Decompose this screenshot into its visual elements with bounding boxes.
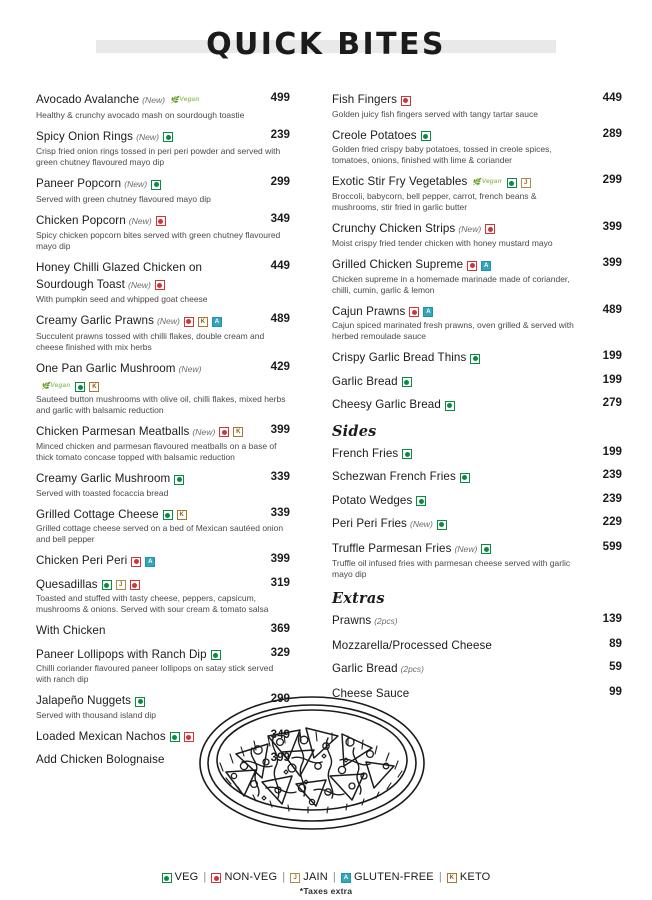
quantity-tag: (2pcs) bbox=[374, 616, 398, 626]
diet-badges bbox=[402, 448, 412, 458]
new-tag: (New) bbox=[454, 543, 478, 554]
menu-item-price: 399 bbox=[270, 552, 290, 565]
menu-item-title-wrap bbox=[36, 621, 254, 639]
legend-label: KETO bbox=[459, 871, 491, 883]
menu-item-description: Broccoli, babycorn, bell pepper, carrot, french beans & mushrooms, stir fried in garlic butter bbox=[332, 190, 537, 212]
menu-item-head bbox=[36, 422, 290, 441]
veg-icon bbox=[163, 510, 173, 520]
menu-item-name: Grilled Chicken Supreme bbox=[332, 258, 464, 271]
menu-item-description: Grilled cottage cheese served on a bed of Mexican sautéed onion and bell pepper bbox=[36, 523, 284, 544]
menu-item-price: 489 bbox=[270, 312, 290, 325]
menu-item-name: Chicken Parmesan Meatballs bbox=[36, 424, 190, 438]
menu-item-title-wrap bbox=[36, 551, 254, 569]
menu-item[interactable] bbox=[36, 422, 290, 464]
menu-item-title-wrap bbox=[36, 311, 254, 330]
menu-item-name: Cheesy Garlic Bread bbox=[332, 398, 441, 411]
menu-item-head bbox=[332, 90, 622, 108]
menu-item-description: Chilli coriander flavoured paneer lollipops on satay stick served with ranch dip bbox=[36, 663, 274, 684]
menu-item-name: Crispy Garlic Bread Thins bbox=[332, 351, 467, 364]
keto-icon: K bbox=[177, 510, 187, 520]
veg-icon bbox=[75, 382, 85, 392]
non-veg-icon bbox=[184, 317, 194, 327]
menu-item-head bbox=[36, 469, 290, 487]
menu-item-head bbox=[36, 505, 290, 523]
menu-item-name: Spicy Onion Rings bbox=[36, 129, 134, 143]
menu-item-title-wrap bbox=[36, 127, 254, 146]
menu-item[interactable] bbox=[332, 539, 622, 581]
non-veg-icon bbox=[219, 427, 229, 437]
menu-item-head bbox=[332, 172, 622, 190]
new-tag: (New) bbox=[124, 179, 148, 189]
new-tag: (New) bbox=[136, 131, 159, 142]
menu-item-description: Chicken supreme in a homemade marinade made of coriander, chilli, cumin, garlic & lemon bbox=[332, 273, 570, 295]
menu-item[interactable] bbox=[36, 90, 290, 121]
new-tag: (New) bbox=[128, 215, 152, 226]
menu-item-name: Fish Fingers bbox=[332, 93, 397, 106]
menu-item-title-wrap bbox=[36, 211, 254, 230]
keto-icon: K bbox=[198, 317, 208, 327]
menu-item[interactable] bbox=[36, 174, 290, 205]
menu-item[interactable] bbox=[332, 302, 622, 343]
diet-badges bbox=[421, 130, 431, 140]
menu-item-title-wrap bbox=[332, 467, 586, 485]
page-title: QUICK BITES bbox=[206, 27, 446, 62]
veg-icon bbox=[481, 544, 491, 554]
menu-item-head bbox=[36, 211, 290, 230]
quantity-tag: (2pcs) bbox=[400, 664, 424, 674]
menu-item-price: 279 bbox=[602, 396, 622, 409]
menu-item-price: 489 bbox=[602, 302, 622, 316]
menu-item-head bbox=[36, 551, 290, 569]
new-tag: (New) bbox=[142, 95, 166, 105]
non-veg-icon bbox=[184, 732, 194, 742]
menu-item[interactable] bbox=[332, 491, 622, 509]
gluten-free-icon: A bbox=[212, 317, 222, 327]
menu-item-price: 239 bbox=[602, 468, 622, 481]
non-veg-icon bbox=[485, 224, 495, 234]
menu-item-price: 299 bbox=[270, 175, 290, 188]
menu-item-price: 399 bbox=[270, 422, 290, 436]
menu-item-description: Crisp fried onion rings tossed in peri peri powder and served with green chutney flavoured mayo dip bbox=[36, 146, 281, 167]
menu-item-description: Succulent prawns tossed with chilli flakes, double cream and cheese finished with mix herbs bbox=[36, 330, 265, 352]
menu-item-price: 399 bbox=[602, 219, 622, 233]
keto-icon: K bbox=[447, 873, 457, 883]
veg-icon bbox=[135, 697, 145, 707]
menu-item-title-wrap bbox=[332, 372, 586, 390]
non-veg-icon bbox=[131, 557, 141, 567]
non-veg-icon bbox=[156, 216, 166, 226]
diet-badges bbox=[409, 306, 433, 316]
diet-badges bbox=[184, 316, 222, 326]
menu-item-title-wrap bbox=[332, 659, 586, 678]
menu-item-name: Peri Peri Fries bbox=[332, 517, 407, 530]
menu-item-name: Creole Potatoes bbox=[332, 128, 417, 142]
menu-item-description: Toasted and stuffed with tasty cheese, peppers, capsicum, mushrooms & onions. Served with sour cream & tomato salsa bbox=[36, 593, 269, 614]
veg-icon bbox=[174, 475, 184, 485]
menu-item-price: 199 bbox=[602, 444, 622, 458]
menu-item-head bbox=[36, 621, 290, 639]
menu-item-title-wrap bbox=[332, 395, 586, 413]
menu-item[interactable] bbox=[36, 311, 290, 353]
menu-item-price: 429 bbox=[270, 359, 290, 373]
menu-item-title-wrap bbox=[332, 514, 586, 533]
keto-icon: K bbox=[233, 427, 243, 437]
menu-item-price: 349 bbox=[270, 727, 290, 741]
menu-item-name: Jalapeño Nuggets bbox=[36, 694, 132, 707]
veg-icon bbox=[445, 401, 455, 411]
section-heading-sides: Sides bbox=[332, 422, 377, 440]
menu-item-price: 319 bbox=[270, 575, 290, 589]
diet-badges bbox=[163, 509, 187, 519]
diet-badges bbox=[155, 279, 165, 289]
menu-item-price: 239 bbox=[270, 127, 290, 141]
menu-item-name: Grilled Cottage Cheese bbox=[36, 507, 159, 521]
menu-item[interactable] bbox=[332, 514, 622, 533]
non-veg-icon bbox=[155, 280, 165, 290]
menu-item-description: Sauteed button mushrooms with olive oil, chilli flakes, mixed herbs and garlic with balsamic reduction bbox=[36, 393, 286, 415]
diet-badges bbox=[467, 260, 491, 270]
menu-item-head bbox=[332, 636, 622, 654]
menu-item-title-wrap bbox=[332, 90, 586, 108]
menu-item-price: 199 bbox=[602, 372, 622, 386]
menu-item-price: 229 bbox=[602, 515, 622, 528]
menu-item-head bbox=[36, 127, 290, 146]
section-heading-extras: Extras bbox=[332, 590, 385, 607]
menu-item[interactable] bbox=[332, 467, 622, 485]
legend-separator: | bbox=[438, 871, 442, 883]
legend-entry-veg bbox=[162, 871, 199, 883]
gluten-free-icon: A bbox=[341, 873, 351, 883]
diet-badges bbox=[40, 381, 99, 392]
menu-item[interactable] bbox=[332, 172, 622, 213]
menu-item-head bbox=[332, 302, 622, 320]
menu-item-price: 399 bbox=[270, 751, 290, 764]
menu-item[interactable] bbox=[332, 395, 622, 413]
menu-item[interactable] bbox=[36, 127, 290, 169]
left-column bbox=[0, 90, 326, 774]
menu-item-title-wrap bbox=[36, 258, 254, 293]
menu-item-description: Served with toasted focaccia bread bbox=[36, 487, 169, 498]
veg-icon bbox=[211, 650, 221, 660]
menu-item-description: With pumpkin seed and whipped goat cheese bbox=[36, 294, 208, 304]
menu-item[interactable] bbox=[36, 621, 290, 639]
menu-item-name: Cheese Sauce bbox=[332, 686, 410, 700]
diet-badges bbox=[135, 696, 145, 706]
veg-icon bbox=[170, 732, 180, 742]
diet-badges bbox=[211, 649, 221, 659]
diet-badges bbox=[156, 215, 166, 225]
menu-item[interactable] bbox=[36, 505, 290, 546]
menu-item-name: Exotic Stir Fry Vegetables bbox=[332, 175, 468, 188]
diet-badges bbox=[481, 543, 491, 553]
menu-item-name: Schezwan French Fries bbox=[332, 470, 456, 483]
menu-item-name: Creamy Garlic Prawns bbox=[36, 314, 154, 327]
menu-item-name: Creamy Garlic Mushroom bbox=[36, 472, 171, 485]
diet-badges bbox=[163, 131, 173, 141]
menu-item-name: Mozzarella/Processed Cheese bbox=[332, 638, 492, 652]
menu-item-head bbox=[332, 348, 622, 366]
new-tag: (New) bbox=[192, 426, 216, 437]
menu-item-price: 339 bbox=[270, 505, 290, 519]
menu-item[interactable] bbox=[36, 469, 290, 499]
menu-item-description: Served with thousand island dip bbox=[36, 709, 157, 720]
menu-item-title-wrap bbox=[36, 174, 254, 193]
menu-page bbox=[0, 14, 652, 900]
menu-item-head bbox=[36, 645, 290, 663]
menu-item-head bbox=[332, 659, 622, 678]
menu-item-name: Paneer Lollipops with Ranch Dip bbox=[36, 647, 207, 661]
menu-item-name: Prawns bbox=[332, 614, 372, 627]
new-tag: (New) bbox=[409, 519, 433, 529]
menu-item-name: Garlic Bread bbox=[332, 374, 398, 388]
menu-item-head bbox=[36, 258, 290, 293]
menu-item-name: Garlic Bread bbox=[332, 662, 398, 675]
menu-item-price: 339 bbox=[270, 470, 290, 483]
menu-item-price: 239 bbox=[602, 491, 622, 505]
taxes-note: *Taxes extra bbox=[299, 886, 353, 896]
vegan-icon: 🌿 Vegan bbox=[41, 382, 71, 390]
menu-item-name: Avocado Avalanche bbox=[36, 93, 140, 106]
menu-item-title-wrap bbox=[332, 126, 586, 144]
menu-item-head bbox=[332, 467, 622, 485]
menu-item[interactable] bbox=[332, 90, 622, 120]
legend-separator: | bbox=[332, 871, 336, 883]
non-veg-icon bbox=[401, 96, 411, 106]
page-header bbox=[0, 14, 652, 76]
veg-icon bbox=[421, 131, 431, 141]
menu-item-price: 349 bbox=[270, 211, 290, 225]
menu-item-price: 199 bbox=[602, 349, 622, 362]
menu-item-name: Loaded Mexican Nachos bbox=[36, 729, 166, 743]
diet-badges bbox=[460, 472, 470, 482]
non-veg-icon bbox=[211, 873, 221, 883]
menu-item[interactable] bbox=[36, 211, 290, 253]
diet-badges bbox=[401, 95, 411, 105]
menu-item-name: With Chicken bbox=[36, 624, 106, 637]
veg-icon bbox=[102, 580, 112, 590]
diet-badges bbox=[445, 400, 455, 410]
menu-item-price: 599 bbox=[602, 539, 622, 553]
menu-item-name: Chicken Popcorn bbox=[36, 213, 126, 227]
non-veg-icon bbox=[467, 261, 477, 271]
legend-label: VEG bbox=[174, 871, 199, 883]
veg-icon bbox=[402, 377, 412, 387]
menu-item[interactable] bbox=[332, 372, 622, 390]
menu-item-price: 399 bbox=[602, 256, 622, 269]
menu-item-head bbox=[332, 514, 622, 533]
diet-badges bbox=[470, 353, 480, 363]
menu-item-name: One Pan Garlic Mushroom bbox=[36, 361, 176, 375]
menu-item-name: Chicken Peri Peri bbox=[36, 554, 128, 567]
vegan-icon: 🌿 Vegan bbox=[170, 96, 200, 104]
menu-item-head bbox=[36, 359, 290, 393]
menu-item-price: 449 bbox=[602, 91, 622, 104]
legend-label: JAIN bbox=[303, 871, 328, 883]
legend-label: GLUTEN-FREE bbox=[353, 871, 434, 883]
menu-item-name: Potato Wedges bbox=[332, 493, 413, 507]
nachos-illustration-icon bbox=[196, 692, 428, 834]
legend bbox=[0, 871, 652, 883]
menu-item-title-wrap bbox=[332, 348, 586, 366]
menu-item-head bbox=[332, 611, 622, 630]
menu-item-price: 99 bbox=[609, 684, 622, 698]
menu-item-head bbox=[36, 311, 290, 330]
new-tag: (New) bbox=[127, 279, 151, 290]
diet-badges bbox=[102, 579, 140, 589]
veg-icon bbox=[460, 473, 470, 483]
menu-item-description: Moist crispy fried tender chicken with honey mustard mayo bbox=[332, 238, 553, 248]
menu-item-head bbox=[36, 90, 290, 109]
menu-item-head bbox=[332, 539, 622, 558]
menu-item-title-wrap bbox=[36, 505, 254, 523]
menu-item-description: Golden juicy fish fingers served with tangy tartar sauce bbox=[332, 108, 538, 119]
menu-item-name: Cajun Prawns bbox=[332, 304, 406, 318]
menu-item-title-wrap bbox=[332, 172, 586, 190]
veg-icon bbox=[470, 354, 480, 364]
menu-item-title-wrap bbox=[332, 255, 586, 273]
keto-icon: K bbox=[89, 382, 99, 392]
menu-item-price: 139 bbox=[602, 612, 622, 625]
menu-item-head bbox=[332, 491, 622, 509]
menu-item-price: 289 bbox=[602, 126, 622, 140]
menu-item-head bbox=[332, 444, 622, 462]
menu-item-price: 499 bbox=[270, 91, 290, 104]
menu-item-description: Spicy chicken popcorn bites served with green chutney flavoured mayo dip bbox=[36, 230, 281, 251]
menu-item-price: 299 bbox=[602, 173, 622, 186]
gluten-free-icon: A bbox=[423, 307, 433, 317]
menu-item-title-wrap bbox=[332, 302, 586, 320]
menu-item[interactable] bbox=[36, 359, 290, 416]
menu-item-name: Crunchy Chicken Strips bbox=[332, 221, 456, 235]
menu-item-description: Truffle oil infused fries with parmesan cheese served with garlic mayo dip bbox=[332, 558, 571, 579]
menu-item-price: 299 bbox=[270, 692, 290, 705]
menu-item-title-wrap bbox=[332, 491, 586, 509]
legend-entry-jain bbox=[290, 871, 328, 883]
menu-item[interactable] bbox=[332, 636, 622, 654]
veg-icon bbox=[162, 873, 172, 883]
veg-icon bbox=[402, 449, 412, 459]
menu-item-title-wrap bbox=[332, 444, 586, 462]
right-column bbox=[326, 90, 652, 774]
menu-item-title-wrap bbox=[36, 359, 254, 393]
menu-item-title-wrap bbox=[36, 645, 254, 663]
menu-item-description: Healthy & crunchy avocado mash on sourdough toastie bbox=[36, 109, 245, 120]
menu-item-name: Honey Chilli Glazed Chicken on Sourdough Toast bbox=[36, 261, 203, 291]
menu-item-name: Truffle Parmesan Fries bbox=[332, 541, 452, 555]
menu-item-head bbox=[332, 395, 622, 413]
non-veg-icon bbox=[130, 580, 140, 590]
menu-item-head bbox=[332, 255, 622, 273]
menu-item-title-wrap bbox=[36, 575, 254, 593]
diet-badges bbox=[416, 495, 426, 505]
menu-item[interactable] bbox=[36, 258, 290, 305]
gluten-free-icon: A bbox=[145, 557, 155, 567]
diet-badges bbox=[402, 376, 412, 386]
menu-item-name: Paneer Popcorn bbox=[36, 177, 122, 190]
veg-icon bbox=[163, 132, 173, 142]
veg-icon bbox=[507, 178, 517, 188]
menu-item-price: 449 bbox=[270, 259, 290, 272]
diet-badges bbox=[219, 426, 243, 436]
menu-item-price: 329 bbox=[270, 645, 290, 659]
menu-item[interactable] bbox=[332, 348, 622, 366]
new-tag: (New) bbox=[458, 223, 482, 234]
legend-entry-keto bbox=[447, 871, 491, 883]
menu-item-price: 59 bbox=[609, 660, 622, 673]
menu-item[interactable] bbox=[332, 659, 622, 678]
menu-item-description: Cajun spiced marinated fresh prawns, oven grilled & served with herbed remoulade sauce bbox=[332, 320, 574, 341]
menu-item-name: Quesadillas bbox=[36, 577, 98, 591]
menu-item[interactable] bbox=[332, 219, 622, 250]
vegan-icon: 🌿 Vegan bbox=[472, 178, 502, 186]
legend-entry-nonveg bbox=[211, 871, 277, 883]
page-footer bbox=[0, 871, 652, 896]
diet-badges bbox=[485, 223, 495, 233]
menu-item[interactable] bbox=[332, 611, 622, 630]
non-veg-icon bbox=[409, 307, 419, 317]
diet-badges bbox=[169, 95, 200, 106]
menu-item-description: Served with green chutney flavoured mayo dip bbox=[36, 193, 211, 204]
veg-icon bbox=[151, 180, 161, 190]
diet-badges bbox=[131, 556, 155, 566]
menu-item-head bbox=[332, 126, 622, 144]
new-tag: (New) bbox=[178, 363, 202, 374]
menu-columns bbox=[0, 90, 652, 774]
menu-item-title-wrap bbox=[36, 90, 254, 109]
menu-item-head bbox=[36, 575, 290, 593]
diet-badges bbox=[170, 731, 194, 741]
menu-item-title-wrap bbox=[332, 636, 586, 654]
jain-icon: J bbox=[290, 873, 300, 883]
menu-item[interactable] bbox=[332, 126, 622, 167]
menu-item-title-wrap bbox=[332, 539, 586, 558]
new-tag: (New) bbox=[156, 316, 180, 326]
menu-item-name: Add Chicken Bolognaise bbox=[36, 753, 165, 766]
veg-icon bbox=[437, 520, 447, 530]
menu-item[interactable] bbox=[332, 444, 622, 462]
menu-item-price: 369 bbox=[270, 622, 290, 635]
menu-item[interactable] bbox=[36, 575, 290, 616]
menu-item-title-wrap bbox=[332, 611, 586, 630]
legend-label: NON-VEG bbox=[224, 871, 278, 883]
diet-badges bbox=[174, 474, 184, 484]
menu-item[interactable] bbox=[332, 255, 622, 296]
gluten-free-icon: A bbox=[481, 261, 491, 271]
menu-item-name: French Fries bbox=[332, 446, 399, 460]
veg-icon bbox=[416, 496, 426, 506]
menu-item-description: Minced chicken and parmesan flavoured meatballs on a base of thick tomato concase topped with balsamic reduction bbox=[36, 441, 277, 462]
menu-item-title-wrap bbox=[332, 219, 586, 238]
menu-item-price: 89 bbox=[609, 636, 622, 650]
menu-item[interactable] bbox=[36, 551, 290, 569]
legend-separator: | bbox=[282, 871, 286, 883]
jain-icon: J bbox=[116, 580, 126, 590]
legend-separator: | bbox=[203, 871, 207, 883]
menu-item-description: Golden fried crispy baby potatoes, tossed in creole spices, tomatoes, onions, finished with lime & coriander bbox=[332, 144, 552, 165]
diet-badges bbox=[471, 177, 530, 188]
menu-item-head bbox=[36, 174, 290, 193]
menu-item-title-wrap bbox=[36, 422, 254, 441]
diet-badges bbox=[151, 179, 161, 189]
legend-entry-gluten_free bbox=[341, 871, 434, 883]
jain-icon: J bbox=[521, 178, 531, 188]
menu-item[interactable] bbox=[36, 645, 290, 686]
menu-item-head bbox=[332, 372, 622, 390]
diet-badges bbox=[437, 519, 447, 529]
menu-item-head bbox=[332, 219, 622, 238]
menu-item-title-wrap bbox=[36, 469, 254, 487]
